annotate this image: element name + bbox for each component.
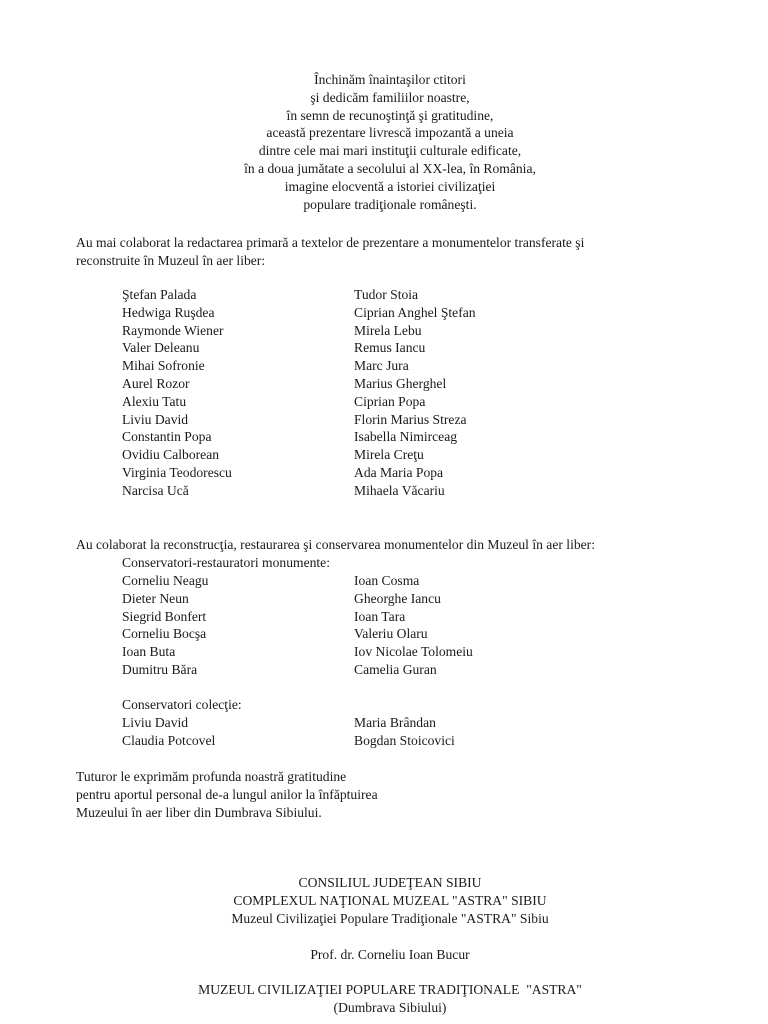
dedication-line: Închinăm înaintaşilor ctitori (314, 72, 466, 87)
name-right: Mirela Creţu (354, 447, 424, 463)
name-right: Remus Iancu (354, 340, 426, 356)
collection-conservators-list (122, 714, 642, 750)
name-right: Valeriu Olaru (354, 626, 428, 642)
name-right: Marc Jura (354, 358, 409, 374)
name-row (122, 643, 642, 661)
dedication-block (0, 71, 768, 213)
name-left: Narcisa Ucă (122, 482, 189, 498)
name-row (122, 357, 642, 375)
name-left: Virginia Teodorescu (122, 464, 232, 480)
intro-line: reconstruite în Muzeul în aer liber: (76, 253, 266, 268)
name-right: Bogdan Stoicovici (354, 732, 455, 748)
dedication-line: această prezentare livrescă impozantă a uneia (266, 125, 514, 141)
thanks-line: pentru aportul personal de-a lungul anilor la înfăptuirea (76, 786, 378, 802)
name-left: Dieter Neun (122, 590, 189, 606)
author-name: Prof. dr. Corneliu Ioan Bucur (310, 947, 470, 962)
name-right: Maria Brândan (354, 715, 436, 730)
name-row (122, 375, 642, 393)
name-left: Raymonde Wiener (122, 322, 224, 338)
name-right: Gheorghe Iancu (354, 590, 441, 606)
name-left: Aurel Rozor (122, 375, 190, 391)
name-right: Mihaela Văcariu (354, 482, 445, 498)
name-right: Ciprian Popa (354, 393, 426, 409)
name-left: Liviu David (122, 715, 189, 730)
name-left: Alexiu Tatu (122, 393, 187, 409)
name-left: Liviu David (122, 411, 189, 427)
name-row (122, 732, 642, 750)
name-row (122, 590, 642, 608)
name-left: Corneliu Bocşa (122, 626, 207, 642)
dedication-line: în a doua jumătate a secolului al XX-lea, în România, (244, 160, 536, 176)
thanks-paragraph (76, 768, 378, 821)
name-left: Dumitru Băra (122, 661, 198, 677)
name-left: Ştefan Palada (122, 287, 197, 302)
name-row (122, 393, 642, 411)
dedication-line: dintre cele mai mari instituţii culturale edificate, (258, 143, 522, 159)
name-right: Marius Gherghel (354, 375, 447, 391)
name-left: Valer Deleanu (122, 340, 200, 356)
publisher-complex: COMPLEXUL NAŢIONAL MUZEAL "ASTRA" SIBIU (233, 893, 547, 908)
name-left: Siegrid Bonfert (122, 608, 207, 624)
reconstruction-intro: Au colaborat la reconstrucţia, restaurarea şi conservarea monumentelor din Muzeul în aer liber: (76, 537, 595, 552)
name-row (122, 625, 642, 643)
name-left: Ioan Buta (122, 644, 176, 660)
name-row (122, 411, 642, 429)
name-row (122, 304, 642, 322)
name-row (122, 286, 642, 304)
name-right: Isabella Nimirceag (354, 429, 458, 445)
name-row (122, 464, 642, 482)
name-right: Ioan Tara (354, 608, 406, 624)
publisher-block (0, 874, 768, 928)
book-title-block (0, 981, 768, 1017)
name-right: Ada Maria Popa (354, 464, 444, 480)
book-subtitle: (Dumbrava Sibiului) (333, 1000, 447, 1015)
dedication-line: populare tradiţionale româneşti. (303, 196, 477, 212)
dedication-line: imagine elocventă a istoriei civilizaţiei (284, 178, 496, 194)
name-row (122, 608, 642, 626)
name-row (122, 322, 642, 340)
name-row (122, 714, 642, 732)
name-right: Ioan Cosma (354, 573, 420, 588)
text-collaborators-list (122, 286, 642, 500)
name-right: Florin Marius Streza (354, 411, 467, 427)
intro-line: Au mai colaborat la redactarea primară a textelor de prezentare a monumentelor transferate şi (76, 235, 585, 250)
publisher-museum: Muzeul Civilizaţiei Populare Tradiţionale "ASTRA" Sibiu (231, 911, 549, 926)
thanks-line: Muzeului în aer liber din Dumbrava Sibiului. (76, 804, 322, 820)
name-row (122, 339, 642, 357)
name-left: Constantin Popa (122, 429, 212, 445)
name-right: Tudor Stoia (354, 287, 419, 302)
name-left: Hedwiga Ruşdea (122, 304, 215, 320)
name-row (122, 572, 642, 590)
name-right: Camelia Guran (354, 661, 437, 677)
book-title: MUZEUL CIVILIZAŢIEI POPULARE TRADIŢIONALE "ASTRA" (198, 982, 582, 997)
name-row (122, 446, 642, 464)
name-right: Iov Nicolae Tolomeiu (354, 644, 473, 660)
name-row (122, 428, 642, 446)
name-right: Ciprian Anghel Ştefan (354, 304, 476, 320)
thanks-line: Tuturor le exprimăm profunda noastră gratitudine (76, 769, 347, 784)
name-row (122, 661, 642, 679)
name-row (122, 482, 642, 500)
dedication-line: în semn de recunoştinţă şi gratitudine, (286, 107, 494, 123)
text-collaborators-intro (76, 234, 705, 270)
monument-restorers-list (122, 572, 642, 679)
name-left: Mihai Sofronie (122, 358, 205, 374)
name-left: Ovidiu Calborean (122, 447, 220, 463)
monument-restorers-heading: Conservatori-restauratori monumente: (122, 555, 330, 570)
publisher-council: CONSILIUL JUDEŢEAN SIBIU (298, 875, 482, 890)
name-right: Mirela Lebu (354, 322, 422, 338)
name-left: Corneliu Neagu (122, 573, 209, 588)
dedication-line: şi dedicăm familiilor noastre, (310, 89, 470, 105)
name-left: Claudia Potcovel (122, 732, 216, 748)
collection-conservators-heading: Conservatori colecţie: (122, 697, 242, 712)
